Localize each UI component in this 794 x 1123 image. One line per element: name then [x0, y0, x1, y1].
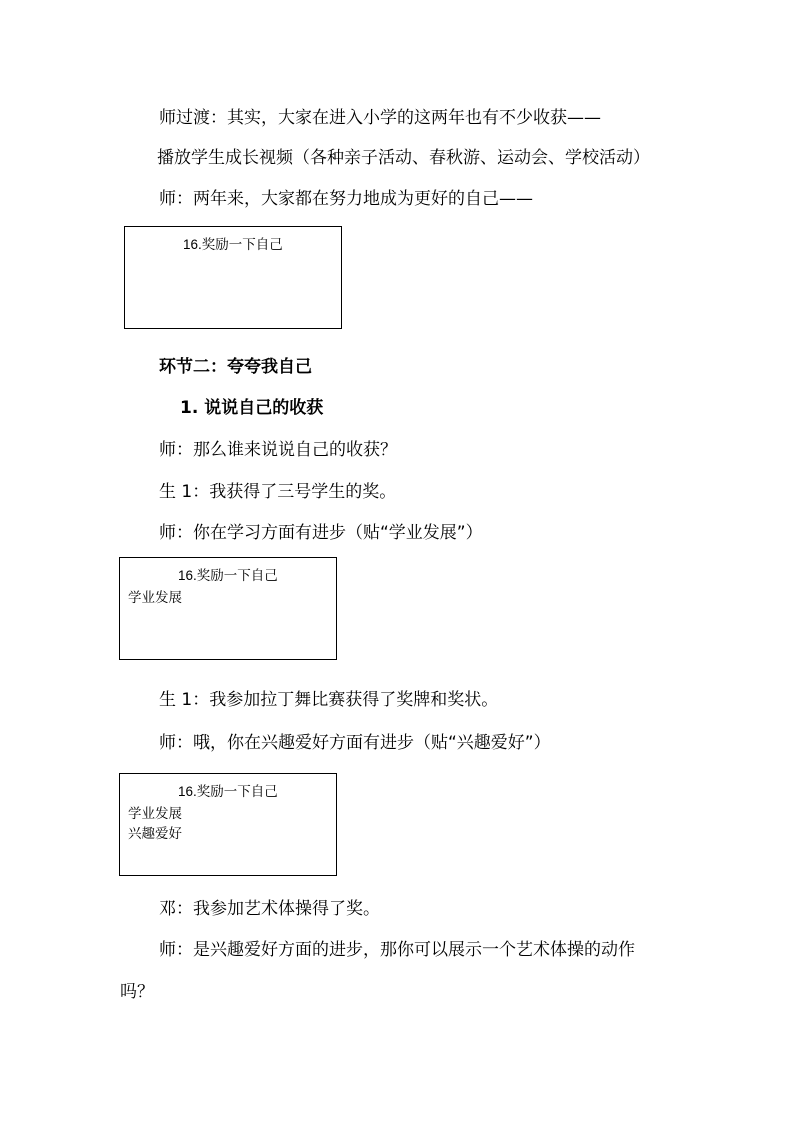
- blackboard-box-1: [124, 226, 342, 329]
- blackboard-box-2: [119, 557, 337, 660]
- paragraph-student-1b: 生 1：我参加拉丁舞比赛获得了奖牌和奖状。: [159, 690, 499, 710]
- paragraph-deng: 邓：我参加艺术体操得了奖。: [159, 899, 380, 919]
- paragraph-student-1a: 生 1：我获得了三号学生的奖。: [159, 482, 397, 502]
- blackboard-item-hobby: 兴趣爱好: [128, 826, 182, 841]
- paragraph-teacher-hobby: 师：哦，你在兴趣爱好方面有进步（贴“兴趣爱好”）: [159, 733, 551, 753]
- blackboard-item-academic: 学业发展: [128, 590, 182, 605]
- paragraph-teacher-gymnastics: 师：是兴趣爱好方面的进步，那你可以展示一个艺术体操的动作: [159, 940, 635, 960]
- paragraph-continuation: 吗？: [120, 982, 154, 1002]
- blackboard-title: 16.奖励一下自己: [183, 237, 283, 252]
- paragraph-teacher-two-years: 师：两年来，大家都在努力地成为更好的自己——: [159, 189, 533, 209]
- subsection-heading: 1. 说说自己的收获: [180, 398, 324, 418]
- paragraph-teacher-study: 师：你在学习方面有进步（贴“学业发展”）: [159, 523, 483, 543]
- paragraph-teacher-question: 师：那么谁来说说自己的收获？: [159, 440, 397, 460]
- blackboard-title: 16.奖励一下自己: [178, 568, 278, 583]
- blackboard-box-3: [119, 773, 337, 876]
- paragraph-teacher-transition: 师过渡：其实，大家在进入小学的这两年也有不少收获——: [159, 108, 601, 128]
- blackboard-item-academic: 学业发展: [128, 806, 182, 821]
- blackboard-title: 16.奖励一下自己: [178, 784, 278, 799]
- section-heading: 环节二：夸夸我自己: [159, 357, 312, 377]
- paragraph-video: 播放学生成长视频（各种亲子活动、春秋游、运动会、学校活动）: [157, 148, 650, 168]
